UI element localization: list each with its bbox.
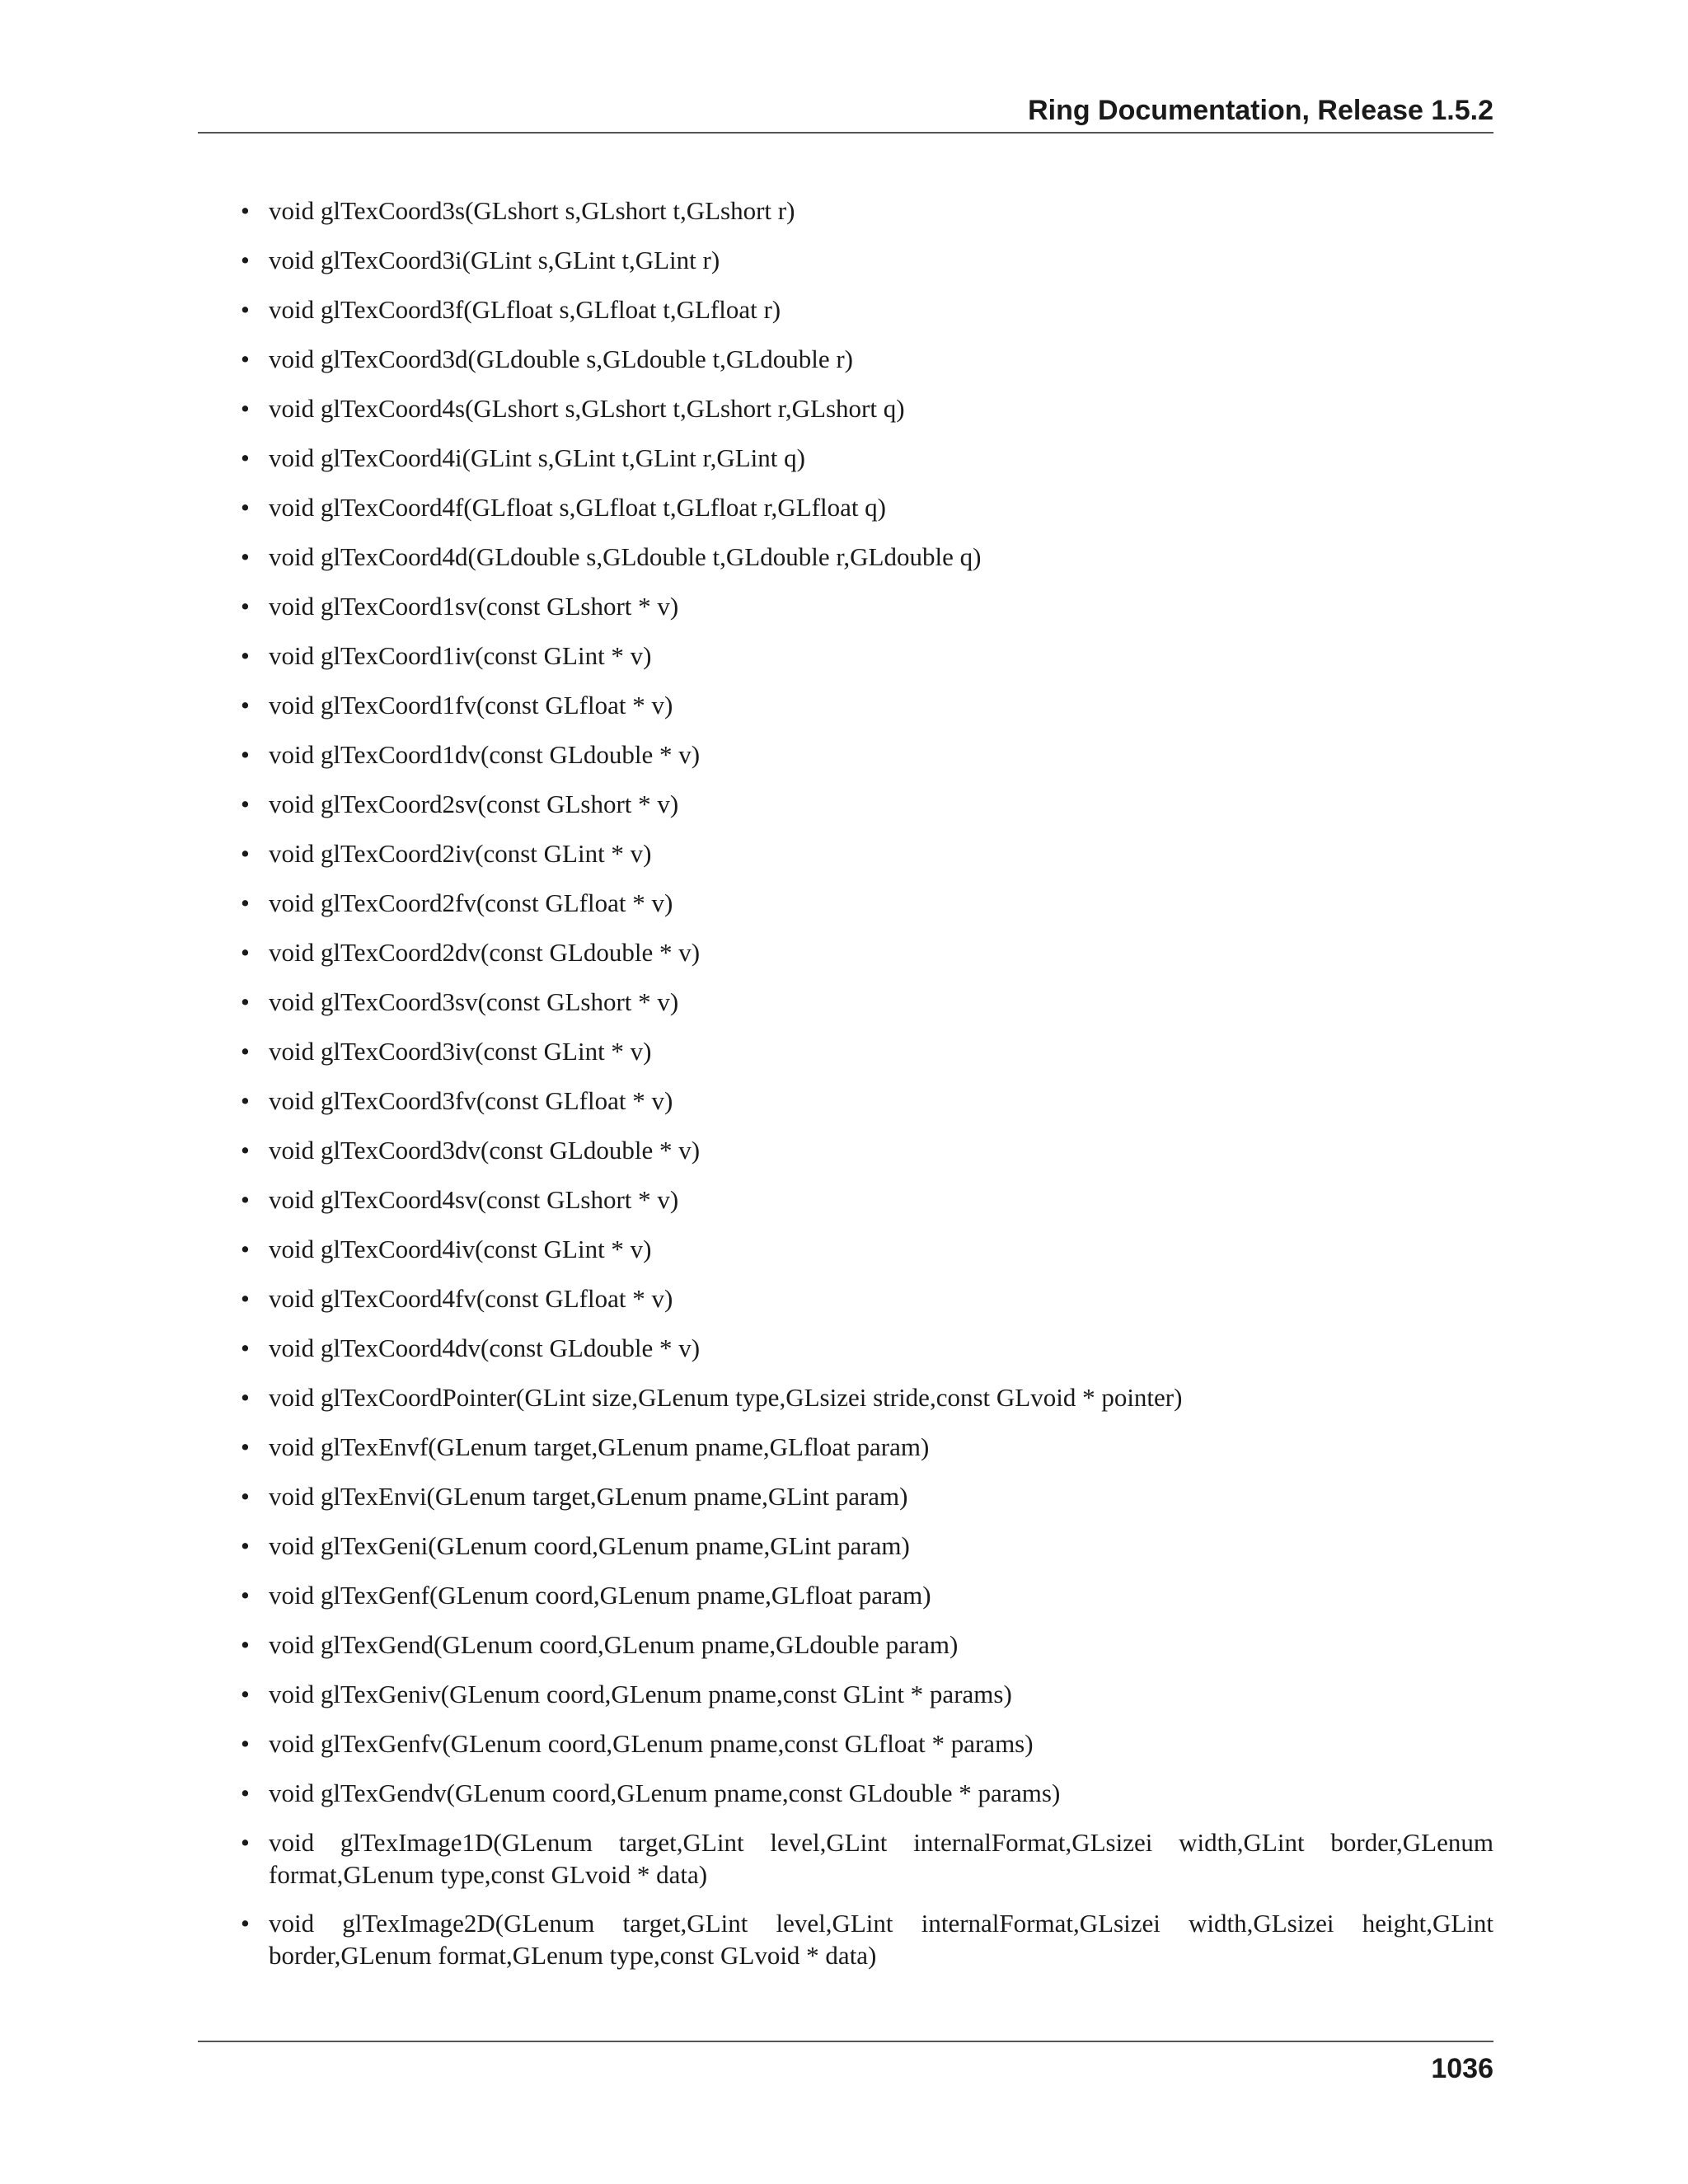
list-item: • void glTexGend(GLenum coord,GLenum pname,GLdouble param) [239,1629,1493,1661]
list-item: • void glTexCoord3dv(const GLdouble * v) [239,1134,1493,1167]
list-item: • void glTexGendv(GLenum coord,GLenum pname,const GLdouble * params) [239,1777,1493,1810]
list-item: • void glTexCoord4f(GLfloat s,GLfloat t,GLfloat r,GLfloat q) [239,491,1493,524]
list-item: • void glTexGenfv(GLenum coord,GLenum pname,const GLfloat * params) [239,1727,1493,1760]
list-item: • void glTexEnvi(GLenum target,GLenum pname,GLint param) [239,1480,1493,1513]
page-footer [198,2041,1493,2084]
list-item: • void glTexCoord4dv(const GLdouble * v) [239,1332,1493,1365]
list-item: • void glTexCoord2fv(const GLfloat * v) [239,887,1493,920]
list-item: • void glTexCoord4d(GLdouble s,GLdouble t,GLdouble r,GLdouble q) [239,541,1493,574]
list-item: • void glTexCoord3iv(const GLint * v) [239,1035,1493,1068]
page-number: 1036 [1431,2053,1493,2084]
page-header [198,89,1493,134]
list-item: • void glTexCoord1dv(const GLdouble * v) [239,738,1493,771]
list-item: • void glTexImage1D(GLenum target,GLint level,GLint internalFormat,GLsizei width,GLint border,GLenum format,GLenum type,const GLvoid * data) [239,1826,1493,1891]
list-item: • void glTexCoord3f(GLfloat s,GLfloat t,GLfloat r) [239,293,1493,326]
list-item: • void glTexCoord2sv(const GLshort * v) [239,788,1493,821]
list-item: • void glTexCoord4s(GLshort s,GLshort t,GLshort r,GLshort q) [239,392,1493,425]
list-item: • void glTexCoordPointer(GLint size,GLenum type,GLsizei stride,const GLvoid * pointer) [239,1381,1493,1414]
list-item: • void glTexCoord2dv(const GLdouble * v) [239,936,1493,969]
header-title: Ring Documentation, Release 1.5.2 [1028,95,1493,126]
list-item: • void glTexCoord3sv(const GLshort * v) [239,986,1493,1019]
list-item: • void glTexCoord3d(GLdouble s,GLdouble t,GLdouble r) [239,343,1493,376]
list-item: • void glTexGenf(GLenum coord,GLenum pname,GLfloat param) [239,1579,1493,1612]
list-item: • void glTexGeni(GLenum coord,GLenum pname,GLint param) [239,1530,1493,1563]
list-item: • void glTexCoord3s(GLshort s,GLshort t,GLshort r) [239,194,1493,227]
list-item: • void glTexCoord1fv(const GLfloat * v) [239,689,1493,722]
list-item: • void glTexCoord3i(GLint s,GLint t,GLint r) [239,244,1493,277]
list-item: • void glTexCoord1iv(const GLint * v) [239,640,1493,673]
list-item: • void glTexCoord3fv(const GLfloat * v) [239,1085,1493,1118]
list-item: • void glTexCoord4fv(const GLfloat * v) [239,1282,1493,1315]
list-item: • void glTexImage2D(GLenum target,GLint level,GLint internalFormat,GLsizei width,GLsizei height,GLint border,GLenum format,GLenum type,const GLvoid * data) [239,1907,1493,1971]
list-item: • void glTexCoord4iv(const GLint * v) [239,1233,1493,1266]
main-content [239,194,1493,1988]
function-list [239,194,1493,1971]
list-item: • void glTexCoord1sv(const GLshort * v) [239,590,1493,623]
list-item: • void glTexGeniv(GLenum coord,GLenum pname,const GLint * params) [239,1678,1493,1711]
list-item: • void glTexCoord4sv(const GLshort * v) [239,1183,1493,1216]
list-item: • void glTexEnvf(GLenum target,GLenum pname,GLfloat param) [239,1431,1493,1464]
list-item: • void glTexCoord2iv(const GLint * v) [239,837,1493,870]
list-item: • void glTexCoord4i(GLint s,GLint t,GLint r,GLint q) [239,442,1493,475]
